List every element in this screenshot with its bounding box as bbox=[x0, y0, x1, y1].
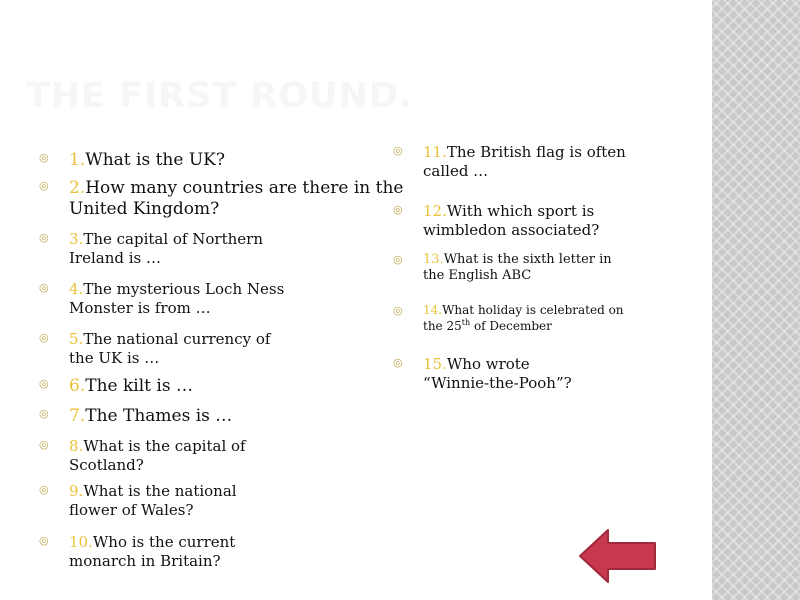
question-text: Who wrote bbox=[446, 355, 530, 373]
question-4 bbox=[39, 280, 285, 318]
question-number: 10. bbox=[69, 533, 93, 551]
bullet-icon: ◎ bbox=[39, 534, 49, 547]
question-text-line2: Scotland? bbox=[69, 455, 144, 474]
bullet-icon: ◎ bbox=[39, 231, 49, 244]
question-text: What holiday is celebrated on bbox=[442, 303, 624, 317]
question-text-line2: flower of Wales? bbox=[69, 500, 194, 519]
bullet-icon: ◎ bbox=[39, 281, 49, 294]
question-13 bbox=[393, 252, 612, 285]
question-8 bbox=[39, 437, 246, 475]
question-text-line2: the UK is … bbox=[69, 348, 160, 367]
decorative-side-band bbox=[712, 0, 800, 600]
question-text: The mysterious Loch Ness bbox=[83, 280, 285, 298]
question-text: The capital of Northern bbox=[83, 230, 263, 248]
question-text: The national currency of bbox=[83, 330, 271, 348]
bullet-icon: ◎ bbox=[393, 144, 403, 157]
question-10 bbox=[39, 533, 236, 571]
bullet-icon: ◎ bbox=[39, 377, 49, 390]
question-1 bbox=[39, 150, 225, 171]
question-number: 15. bbox=[423, 355, 447, 373]
question-text-line2-end: of December bbox=[470, 319, 552, 333]
question-text-line2: called … bbox=[423, 161, 489, 180]
question-text: The British flag is often bbox=[446, 143, 626, 161]
question-text-line2: Ireland is … bbox=[69, 248, 162, 267]
question-2 bbox=[39, 178, 404, 221]
question-number: 6. bbox=[69, 376, 86, 396]
question-6 bbox=[39, 376, 193, 397]
question-text-line2: the 25 bbox=[423, 319, 462, 333]
question-number: 7. bbox=[69, 406, 86, 426]
question-number: 3. bbox=[69, 230, 84, 248]
bullet-icon: ◎ bbox=[393, 253, 403, 266]
question-3 bbox=[39, 230, 263, 268]
bullet-icon: ◎ bbox=[393, 356, 403, 369]
bullet-icon: ◎ bbox=[393, 304, 403, 317]
question-number: 1. bbox=[69, 150, 86, 170]
question-number: 11. bbox=[423, 143, 447, 161]
question-number: 4. bbox=[69, 280, 84, 298]
slide-title: THE FIRST ROUND. bbox=[26, 76, 414, 116]
question-text: What is the national bbox=[83, 482, 237, 500]
question-text: What is the UK? bbox=[85, 150, 225, 170]
question-text-line2: monarch in Britain? bbox=[69, 551, 221, 570]
question-number: 9. bbox=[69, 482, 84, 500]
question-text-line2: United Kingdom? bbox=[69, 199, 220, 220]
bullet-icon: ◎ bbox=[393, 203, 403, 216]
bullet-icon: ◎ bbox=[39, 438, 49, 451]
question-text: The Thames is … bbox=[85, 406, 233, 426]
bullet-icon: ◎ bbox=[39, 483, 49, 496]
question-11 bbox=[393, 143, 626, 181]
question-text-line2: “Winnie-the-Pooh”? bbox=[423, 373, 572, 392]
question-text: What is the capital of bbox=[83, 437, 246, 455]
question-number: 8. bbox=[69, 437, 84, 455]
bullet-icon: ◎ bbox=[39, 331, 49, 344]
question-text: With which sport is bbox=[446, 202, 595, 220]
question-text: The kilt is … bbox=[85, 376, 193, 396]
question-number: 2. bbox=[69, 178, 86, 198]
question-text: Who is the current bbox=[92, 533, 236, 551]
question-number: 12. bbox=[423, 202, 447, 220]
ordinal-suffix: th bbox=[461, 318, 471, 327]
back-arrow-button[interactable] bbox=[578, 528, 658, 584]
question-number: 13. bbox=[423, 252, 444, 267]
bullet-icon: ◎ bbox=[39, 151, 49, 164]
bullet-icon: ◎ bbox=[39, 179, 49, 192]
question-12 bbox=[393, 202, 600, 240]
question-15 bbox=[393, 355, 572, 393]
question-text-line2: the English ABC bbox=[423, 268, 532, 284]
question-14 bbox=[393, 303, 624, 334]
question-number: 5. bbox=[69, 330, 84, 348]
bullet-icon: ◎ bbox=[39, 407, 49, 420]
question-5 bbox=[39, 330, 271, 368]
question-text: How many countries are there in the bbox=[85, 178, 404, 198]
question-text: What is the sixth letter in bbox=[443, 252, 612, 267]
question-9 bbox=[39, 482, 237, 520]
question-text-line2: Monster is from … bbox=[69, 298, 211, 317]
question-7 bbox=[39, 406, 233, 427]
arrow-left-icon bbox=[580, 530, 655, 582]
question-text-line2: wimbledon associated? bbox=[423, 220, 600, 239]
question-number: 14. bbox=[423, 303, 443, 317]
